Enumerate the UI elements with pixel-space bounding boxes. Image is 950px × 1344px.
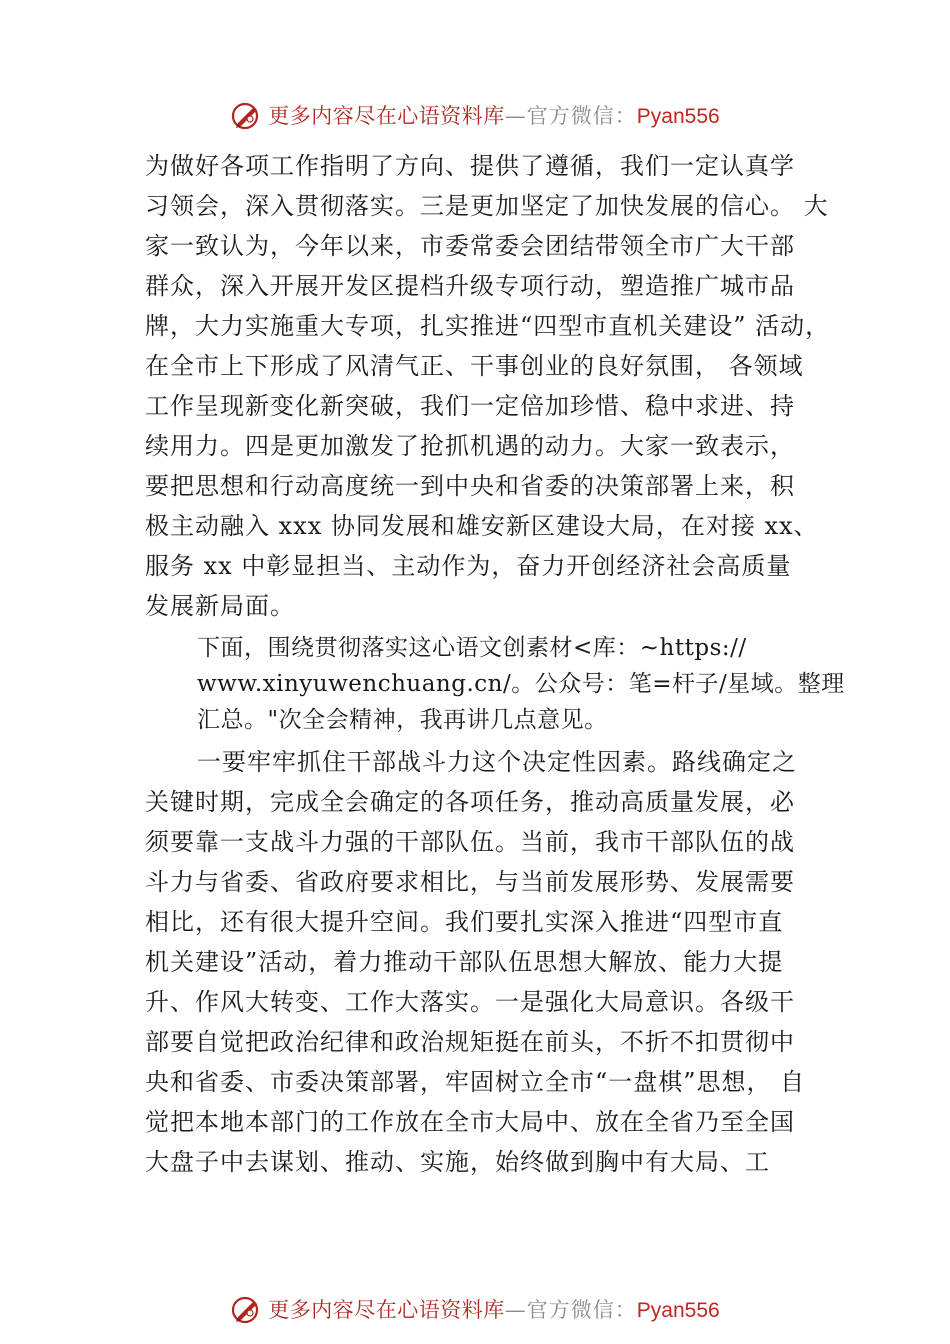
text-line: 斗力与省委、省政府要求相比，与当前发展形势、发展需要 [145, 868, 795, 896]
banner-account: Pyan556 [636, 105, 720, 128]
footer-banner-text [268, 1294, 719, 1324]
pen-circle-logo-icon [230, 1293, 262, 1325]
text-line: 须要靠一支战斗力强的干部队伍。当前，我市干部队伍的战 [145, 828, 795, 856]
text-line: 工作呈现新变化新突破，我们一定倍加珍惜、稳中求进、持 [145, 392, 795, 420]
text-line: 觉把本地本部门的工作放在全市大局中、放在全省乃至全国 [145, 1108, 795, 1136]
text-line: 牌，大力实施重大专项，扎实推进“四型市直机关建设” 活动， [145, 312, 831, 340]
paragraph-2 [145, 630, 845, 738]
banner-part2: —官方微信： [504, 104, 637, 128]
header-banner-text [268, 100, 719, 130]
text-line: 群众，深入开展开发区提档升级专项行动，塑造推广城市品 [145, 272, 795, 300]
text-line: 习领会，深入贯彻落实。三是更加坚定了加快发展的信心。 大 [145, 192, 829, 220]
text-line: 要把思想和行动高度统一到中央和省委的决策部署上来，积 [145, 472, 795, 500]
text-line: 部要自觉把政治纪律和政治规矩挺在前头，不折不扣贯彻中 [145, 1028, 795, 1056]
text-line: 相比，还有很大提升空间。我们要扎实深入推进“四型市直 [145, 908, 784, 936]
text-line: 发展新局面。 [145, 592, 295, 620]
text-line: 在全市上下形成了风清气正、干事创业的良好氛围， 各领域 [145, 352, 804, 380]
text-line: www.xinyuwenchuang.cn/。公众号：笔=杆子/星域。整理 [197, 671, 845, 697]
paragraph-1 [145, 146, 835, 626]
text-line: 一要牢牢抓住干部战斗力这个决定性因素。路线确定之 [197, 748, 797, 776]
text-line: 央和省委、市委决策部署，牢固树立全市“一盘棋”思想， 自 [145, 1068, 806, 1096]
banner-part1: 更多内容尽在心语资料库 [268, 1298, 505, 1322]
text-line: 服务 xx 中彰显担当、主动作为，奋力开创经济社会高质量 [145, 552, 792, 580]
header-banner [0, 93, 950, 137]
banner-account: Pyan556 [636, 1299, 720, 1322]
text-line: 家一致认为，今年以来，市委常委会团结带领全市广大干部 [145, 232, 795, 260]
text-line: 关键时期，完成全会确定的各项任务，推动高质量发展，必 [145, 788, 795, 816]
text-line: 升、作风大转变、工作大落实。一是强化大局意识。各级干 [145, 988, 795, 1016]
text-line: 机关建设”活动，着力推动干部队伍思想大解放、能力大提 [145, 948, 784, 976]
text-line: 大盘子中去谋划、推动、实施，始终做到胸中有大局、工 [145, 1148, 770, 1176]
text-line: 极主动融入 xxx 协同发展和雄安新区建设大局，在对接 xx、 [145, 512, 819, 540]
banner-part2: —官方微信： [504, 1298, 637, 1322]
footer-banner [0, 1287, 950, 1331]
paragraph-3 [145, 742, 835, 1182]
banner-part1: 更多内容尽在心语资料库 [268, 104, 505, 128]
text-line: 汇总。"次全会精神，我再讲几点意见。 [197, 707, 608, 733]
text-line: 为做好各项工作指明了方向、提供了遵循，我们一定认真学 [145, 152, 795, 180]
pen-circle-logo-icon [230, 99, 262, 131]
document-body [145, 146, 845, 1182]
text-line: 续用力。四是更加激发了抢抓机遇的动力。大家一致表示， [145, 432, 795, 460]
text-line: 下面，围绕贯彻落实这心语文创素材<库：~https:// [197, 635, 747, 661]
